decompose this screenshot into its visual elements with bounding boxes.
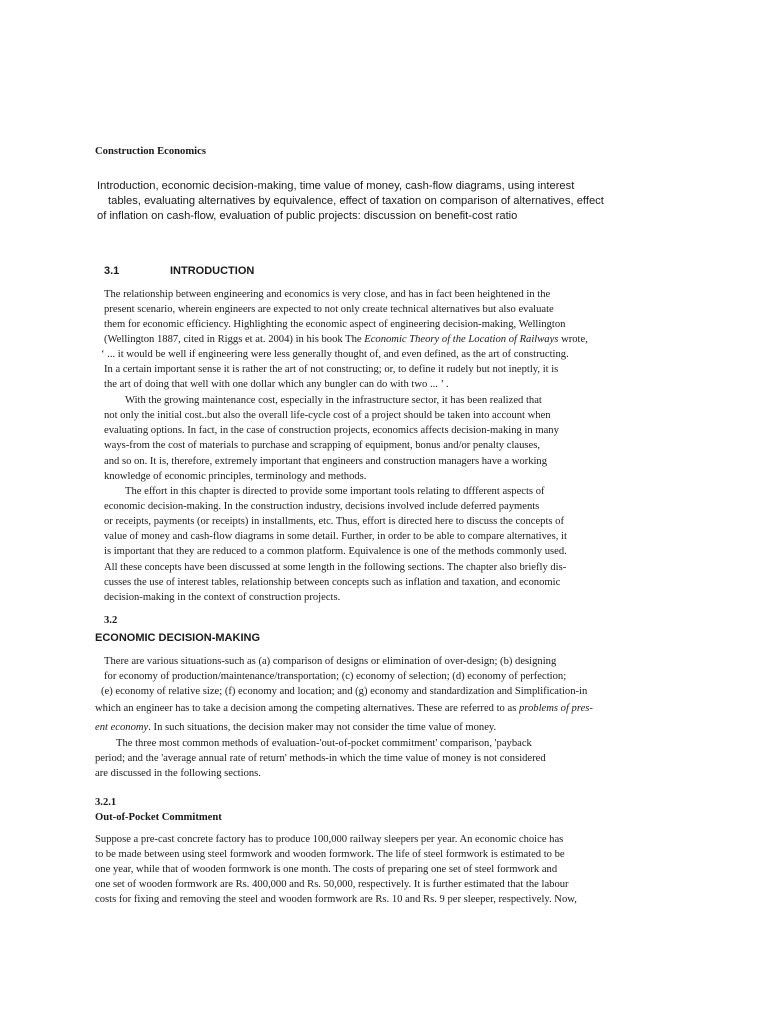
oopc-p1-line-5: costs for fixing and removing the steel and wooden formwork are Rs. 10 and Rs. 9 per sleeper, respectively. Now, xyxy=(95,894,577,905)
section-3-2-number: 3.2 xyxy=(104,615,118,626)
book-title: Economic Theory of the Location of Railways xyxy=(364,334,559,345)
section-3-1-number: 3.1 xyxy=(104,265,120,277)
edm-p1-line-5 xyxy=(95,721,496,735)
edm-p1-line-1: There are various situations-such as (a) comparison of designs or elimination of over-design; (b) designing xyxy=(104,656,557,667)
intro-p1-line-6: In a certain important sense it is rather the art of not constructing; or, to define it rudely but not ineptly, it is xyxy=(104,364,559,375)
syllabus-line-2: tables, evaluating alternatives by equivalence, effect of taxation on comparison of alternatives, effect xyxy=(108,195,604,207)
oopc-p1-line-3: one year, while that of wooden formwork is one month. The costs of preparing one set of steel formwork and xyxy=(95,864,558,875)
edm-p2-line-1: The three most common methods of evaluation-'out-of-pocket commitment' comparison, 'payback xyxy=(116,738,532,749)
intro-p1-line-5: ‘ ... it would be well if engineering were less generally thought of, and even defined, as the art of constructing. xyxy=(101,349,569,360)
section-3-2-1-title: Out-of-Pocket Commitment xyxy=(95,812,222,823)
intro-p1-line-4-text: (Wellington 1887, cited in Riggs et at. 2004) in his book The xyxy=(104,334,365,345)
oopc-p1-line-2: to be made between using steel formwork and wooden formwork. The life of steel formwork is estimated to be xyxy=(95,849,565,860)
section-3-2-1-number: 3.2.1 xyxy=(95,797,117,808)
intro-p1-line-2: present scenario, wherein engineers are expected to not only create technical alternatives but also evaluate xyxy=(104,304,554,315)
intro-p1-line-4 xyxy=(104,333,588,347)
edm-p2-line-2: period; and the 'average annual rate of return' methods-in which the time value of money is not considered xyxy=(95,753,546,764)
intro-p3-line-7: cusses the use of interest tables, relationship between concepts such as inflation and taxation, and economic xyxy=(104,577,561,588)
syllabus-line-1: Introduction, economic decision-making, time value of money, cash-flow diagrams, using interest xyxy=(97,180,575,192)
intro-p3-line-2: economic decision-making. In the construction industry, decisions involved include deferred payments xyxy=(104,501,540,512)
intro-p3-line-5: is important that they are reduced to a common platform. Equivalence is one of the methods commonly used. xyxy=(104,546,567,557)
oopc-p1-line-1: Suppose a pre-cast concrete factory has to produce 100,000 railway sleepers per year. An economic choice has xyxy=(95,834,564,845)
edm-p1-italic-term: problems of pres- xyxy=(518,703,593,714)
edm-p1-line-4-text: which an engineer has to take a decision among the competing alternatives. These are referred to as xyxy=(95,703,519,714)
edm-p1-line-4 xyxy=(95,702,593,716)
intro-p2-line-6: knowledge of economic principles, terminology and methods. xyxy=(104,471,367,482)
intro-p2-line-4: ways-from the cost of materials to purchase and scrapping of equipment, bonus and/or penalty clauses, xyxy=(104,440,540,451)
edm-p1-italic-term-end: ent economy xyxy=(95,722,149,733)
intro-p2-line-2: not only the initial cost..but also the overall life-cycle cost of a project should be taken into account when xyxy=(104,410,551,421)
edm-p1-line-5-text: . In such situations, the decision maker may not consider the time value of money. xyxy=(148,722,497,733)
intro-p3-line-4: value of money and cash-flow diagrams in some detail. Further, in order to be able to compare alternatives, it xyxy=(104,531,567,542)
oopc-p1-line-4: one set of wooden formwork are Rs. 400,000 and Rs. 50,000, respectively. It is further estimated that the labour xyxy=(95,879,569,890)
edm-p1-line-3: (e) economy of relative size; (f) economy and location; and (g) economy and standardization and Simplification-in xyxy=(101,686,588,697)
section-3-1-title: INTRODUCTION xyxy=(170,265,255,277)
intro-p3-line-1: The effort in this chapter is directed to provide some important tools relating to dffferent aspects of xyxy=(125,486,545,497)
course-title: Construction Economics xyxy=(95,146,206,157)
intro-p2-line-3: evaluating options. In fact, in the case of construction projects, economics affects decision-making in many xyxy=(104,425,559,436)
intro-p1-line-3: them for economic efficiency. Highlighting the economic aspect of engineering decision-making, Wellington xyxy=(104,319,566,330)
intro-p3-line-6: All these concepts have been discussed at some length in the following sections. The chapter also briefly dis- xyxy=(104,562,567,573)
intro-p2-line-5: and so on. It is, therefore, extremely important that engineers and construction managers have a working xyxy=(104,456,548,467)
edm-p1-line-2: for economy of production/maintenance/transportation; (c) economy of selection; (d) economy of perfection; xyxy=(104,671,567,682)
intro-p1-line-1: The relationship between engineering and economics is very close, and has in fact been heightened in the xyxy=(104,289,551,300)
edm-p2-line-3: are discussed in the following sections. xyxy=(95,768,261,779)
syllabus-line-3: of inflation on cash-flow, evaluation of public projects: discussion on benefit-cost ratio xyxy=(97,210,518,222)
intro-p2-line-1: With the growing maintenance cost, especially in the infrastructure sector, it has been realized that xyxy=(125,395,542,406)
intro-p3-line-3: or receipts, payments (or receipts) in installments, etc. Thus, effort is directed here to discuss the concepts of xyxy=(104,516,565,527)
intro-p1-line-4-end: wrote, xyxy=(558,334,588,345)
intro-p1-line-7: the art of doing that well with one dollar which any bungler can do with two ... ’ . xyxy=(104,379,449,390)
section-3-2-title: ECONOMIC DECISION-MAKING xyxy=(95,632,260,644)
intro-p3-line-8: decision-making in the context of construction projects. xyxy=(104,592,341,603)
